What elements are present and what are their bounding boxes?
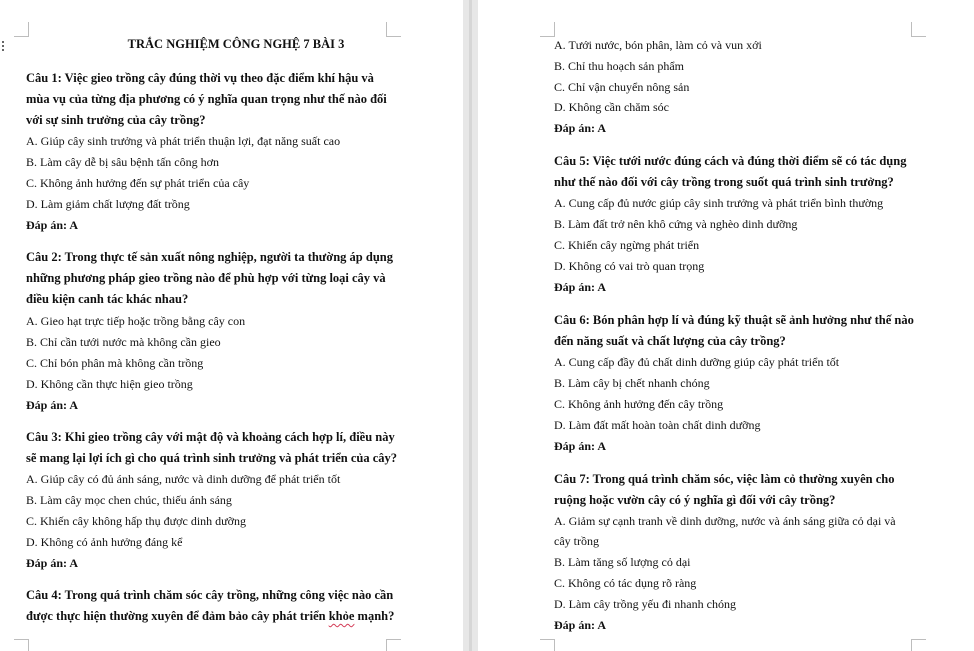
question-1-stem-line: với sự sinh trưởng của cây trồng? — [26, 113, 206, 127]
document-title: TRẮC NGHIỆM CÔNG NGHỆ 7 BÀI 3 — [127, 37, 345, 51]
question-4-option-a: A. Tưới nước, bón phân, làm cỏ và vun xới — [554, 38, 762, 52]
question-3-stem-line: Câu 3: Khi gieo trồng cây với mật độ và khoảng cách hợp lí, điều này — [26, 430, 395, 444]
question-4-option-c: C. Chỉ vận chuyển nông sản — [554, 80, 690, 94]
question-5-option-c: C. Khiến cây ngừng phát triển — [554, 238, 700, 252]
drag-handle-icon[interactable] — [2, 41, 5, 53]
question-2-option-c: C. Chỉ bón phân mà không cần trồng — [26, 356, 204, 370]
question-1-stem-line: mùa vụ của từng địa phương có ý nghĩa quan trọng như thế nào đối — [26, 92, 387, 106]
question-6-stem-line: đến năng suất và chất lượng của cây trồng? — [554, 334, 786, 348]
spelling-flagged-word[interactable]: khỏe — [328, 609, 355, 623]
crop-mark — [540, 22, 555, 37]
crop-mark — [14, 639, 29, 651]
question-5-option-b: B. Làm đất trở nên khô cứng và nghèo dinh dưỡng — [554, 217, 798, 231]
document-page-right — [478, 0, 974, 651]
question-4-answer: Đáp án: A — [554, 121, 607, 135]
question-7-option-c: C. Không có tác dụng rõ ràng — [554, 576, 697, 590]
question-2-stem-line: điều kiện canh tác khác nhau? — [26, 292, 189, 306]
question-7-option-a: A. Giảm sự cạnh tranh về dinh dưỡng, nước và ánh sáng giữa cỏ dại và — [554, 514, 896, 528]
question-1-option-c: C. Không ảnh hưởng đến sự phát triển của cây — [26, 176, 250, 190]
question-1-answer: Đáp án: A — [26, 218, 79, 232]
question-2-answer: Đáp án: A — [26, 398, 79, 412]
question-1-option-a: A. Giúp cây sinh trưởng và phát triển thuận lợi, đạt năng suất cao — [26, 134, 341, 148]
crop-mark — [911, 22, 926, 37]
question-4-option-b: B. Chỉ thu hoạch sản phẩm — [554, 59, 684, 73]
question-1-option-b: B. Làm cây dễ bị sâu bệnh tấn công hơn — [26, 155, 219, 169]
crop-mark — [911, 639, 926, 651]
question-2-option-a: A. Gieo hạt trực tiếp hoặc trồng bằng cây con — [26, 314, 246, 328]
question-6-option-c: C. Không ảnh hưởng đến cây trồng — [554, 397, 724, 411]
question-6-option-d: D. Làm đất mất hoàn toàn chất dinh dưỡng — [554, 418, 761, 432]
question-2-option-d: D. Không cần thực hiện gieo trồng — [26, 377, 193, 391]
question-4-option-d: D. Không cần chăm sóc — [554, 100, 669, 114]
question-5-stem-line: như thế nào đối với cây trồng trong suốt quá trình sinh trưởng? — [554, 175, 894, 189]
question-7-option-a-continued: cây trồng — [554, 534, 599, 548]
question-7-answer: Đáp án: A — [554, 618, 607, 632]
question-3-option-d: D. Không có ảnh hưởng đáng kể — [26, 535, 183, 549]
question-7-stem-line: Câu 7: Trong quá trình chăm sóc, việc làm cỏ thường xuyên cho — [554, 472, 895, 486]
question-4-stem-line: Câu 4: Trong quá trình chăm sóc cây trồng, những công việc nào cần — [26, 588, 394, 602]
question-7-stem-line: ruộng hoặc vườn cây có ý nghĩa gì đối với cây trồng? — [554, 493, 836, 507]
question-3-option-c: C. Khiến cây không hấp thụ được dinh dưỡng — [26, 514, 247, 528]
question-6-answer: Đáp án: A — [554, 439, 607, 453]
question-1-option-d: D. Làm giảm chất lượng đất trồng — [26, 197, 190, 211]
question-3-stem-line: sẽ mang lại lợi ích gì cho quá trình sinh trưởng và phát triển của cây? — [26, 451, 398, 465]
question-4-stem-line — [26, 608, 394, 624]
question-4-stem-text: mạnh? — [354, 609, 395, 623]
question-3-option-b: B. Làm cây mọc chen chúc, thiếu ánh sáng — [26, 493, 232, 507]
question-1-stem-line: Câu 1: Việc gieo trồng cây đúng thời vụ theo đặc điểm khí hậu và — [26, 71, 374, 85]
question-6-option-a: A. Cung cấp đầy đủ chất dinh dưỡng giúp cây phát triển tốt — [554, 355, 840, 369]
crop-mark — [540, 639, 555, 651]
question-2-stem-line: những phương pháp gieo trồng nào để phù hợp với từng loại cây và — [26, 271, 386, 285]
question-7-option-d: D. Làm cây trồng yếu đi nhanh chóng — [554, 597, 736, 611]
crop-mark — [14, 22, 29, 37]
page-gap — [463, 0, 478, 651]
question-2-option-b: B. Chỉ cần tưới nước mà không cần gieo — [26, 335, 221, 349]
question-2-stem-line: Câu 2: Trong thực tế sản xuất nông nghiệp, người ta thường áp dụng — [26, 250, 393, 264]
question-5-answer: Đáp án: A — [554, 280, 607, 294]
question-4-stem-text: được thực hiện thường xuyên để đảm bảo cây phát triển — [26, 609, 329, 623]
crop-mark — [386, 22, 401, 37]
question-5-stem-line: Câu 5: Việc tưới nước đúng cách và đúng thời điểm sẽ có tác dụng — [554, 154, 907, 168]
question-6-option-b: B. Làm cây bị chết nhanh chóng — [554, 376, 710, 390]
question-3-answer: Đáp án: A — [26, 556, 79, 570]
question-7-option-b: B. Làm tăng số lượng cỏ dại — [554, 555, 691, 569]
question-5-option-d: D. Không có vai trò quan trọng — [554, 259, 705, 273]
question-3-option-a: A. Giúp cây có đủ ánh sáng, nước và dinh dưỡng để phát triển tốt — [26, 472, 341, 486]
question-6-stem-line: Câu 6: Bón phân hợp lí và đúng kỹ thuật sẽ ảnh hưởng như thế nào — [554, 313, 914, 327]
question-5-option-a: A. Cung cấp đủ nước giúp cây sinh trưởng và phát triển bình thường — [554, 196, 884, 210]
document-page-left — [0, 0, 463, 651]
crop-mark — [386, 639, 401, 651]
